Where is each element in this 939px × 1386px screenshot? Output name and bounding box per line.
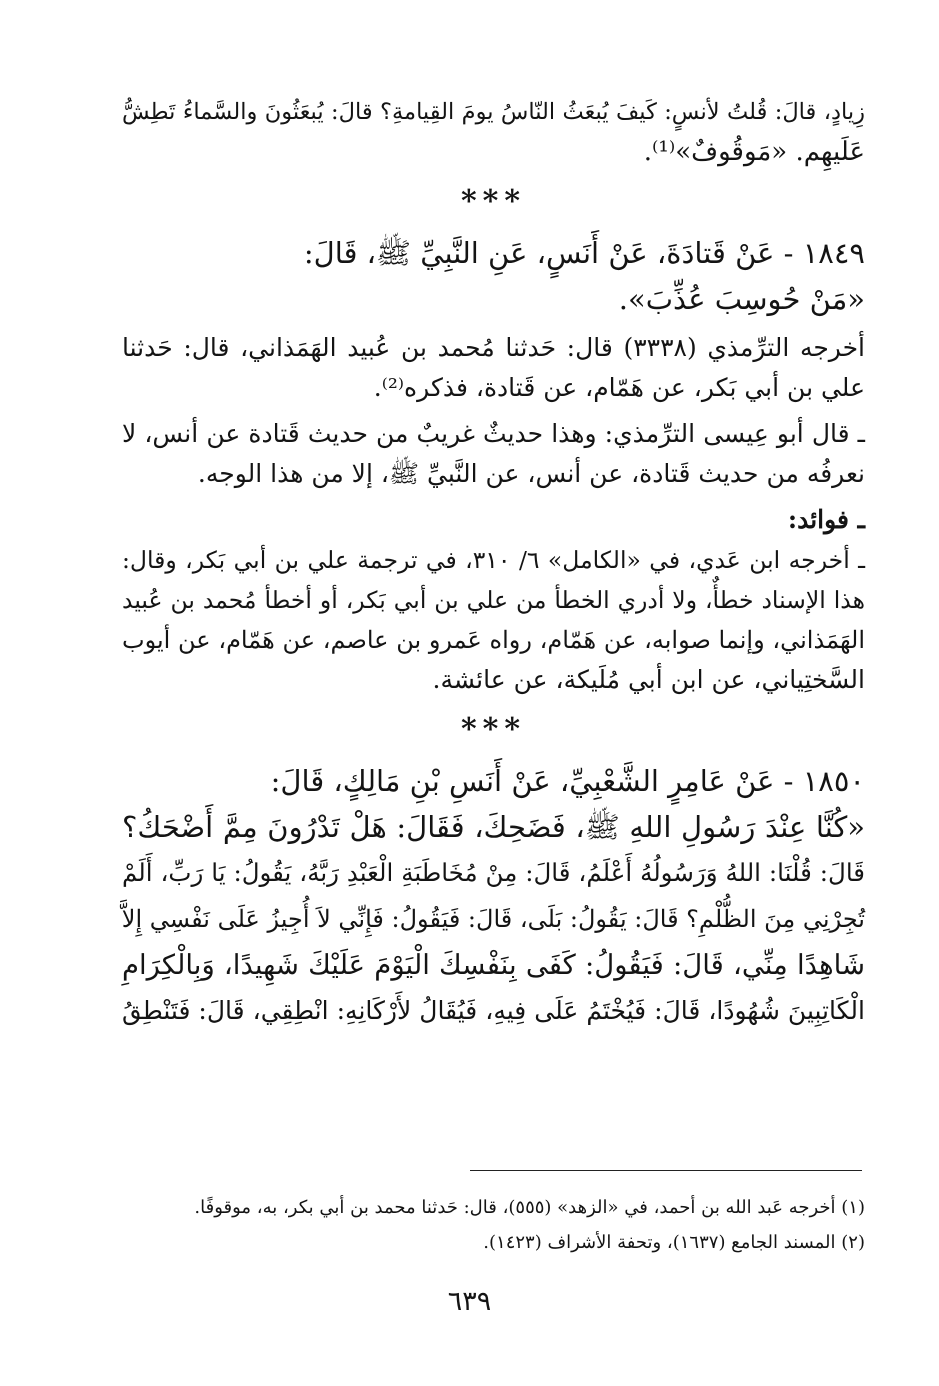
hadith-text-line: «كُنَّا عِنْدَ رَسُولِ اللهِ ﷺ، فَضَحِكَ، فَقَالَ: هَلْ تَدْرُونَ مِمَّ أَضْحَكُ؟	[122, 810, 866, 844]
benefits-line: ـ أخرجه ابن عَدي، في «الكامل» ٦/ ٣١٠، في ترجمة علي بن أبي بَكر، وقال:	[122, 546, 866, 574]
takhrij-line: أخرجه الترِّمذي (٣٣٣٨) قال: حَدثنا مُحمد بن عُبيد الهَمَذاني، قال: حَدثنا	[122, 333, 865, 362]
benefits-section	[122, 500, 865, 700]
footnote-1: (١) أخرجه عَبد الله بن أحمد، في «الزهد» (٥٥٥)، قال: حَدثنا محمد بن أبي بكر، به، موقوفًا.	[194, 1197, 865, 1218]
comment-line: ـ قال أبو عِيسى الترِّمذي: وهذا حديثٌ غريبٌ من حديث قَتادة عن أنس، لا	[122, 419, 865, 448]
footnote-divider	[470, 1170, 862, 1171]
footnotes	[122, 1190, 865, 1260]
footnote-2: (٢) المسند الجامع (١٦٣٧)، وتحفة الأشراف (١٤٢٣).	[483, 1232, 865, 1253]
intro-line: زِيادٍ، قالَ: قُلتُ لأنسٍ: كَيفَ يُبعَثُ النّاسُ يومَ القِيامةِ؟ قالَ: يُبعَثُونَ والسَّماءُ تَطِشُّ	[122, 99, 865, 125]
hadith-heading: ١٨٤٩ - عَنْ قَتادَةَ، عَنْ أَنَسٍ، عَنِ النَّبِيِّ ﷺ، قَالَ:	[303, 236, 865, 270]
hadith-text: «مَنْ حُوسِبَ عُذِّبَ».	[618, 282, 865, 316]
takhrij-1849	[122, 328, 865, 408]
intro-line: عَلَيهِم. «مَوقُوفٌ»⁽¹⁾.	[643, 137, 865, 167]
benefits-heading: ـ فوائد:	[787, 505, 865, 534]
benefits-line: هذا الإسناد خطأٌ، ولا أدري الخطأ من علي بن أبي بَكر، أو أخطأ مُحمد بن عُبيد	[122, 586, 865, 614]
intro-paragraph	[122, 92, 865, 172]
hadith-heading: ١٨٥٠ - عَنْ عَامِرٍ الشَّعْبِيِّ، عَنْ أَنَسِ بْنِ مَالِكٍ، قَالَ:	[270, 764, 865, 798]
hadith-text-line: تُجِرْنِي مِنَ الظُّلْمِ؟ قَالَ: يَقُولُ: بَلَى، قَالَ: فَيَقُولُ: فَإِنِّي لاَ أُجِيزُ عَلَى نَفْسِي إِلاَّ	[121, 905, 865, 933]
hadith-1849	[122, 230, 865, 322]
page-number: ٦٣٩	[447, 1286, 492, 1317]
hadith-1850	[122, 758, 865, 1034]
takhrij-line: علي بن أبي بَكر، عن هَمّام، عن قَتادة، فذكره⁽²⁾.	[373, 373, 865, 402]
section-separator: ***	[460, 712, 527, 747]
section-separator: ***	[460, 184, 527, 219]
tirmidhi-comment	[122, 414, 865, 494]
benefits-line: الهَمَذاني، وإنما صوابه، عن هَمّام، رواه عَمرو بن عاصم، عن هَمّام، عن أيوب	[122, 626, 865, 654]
hadith-text-line: الْكَاتِبِينَ شُهُودًا، قَالَ: فَيُخْتَمُ عَلَى فِيهِ، فَيُقَالُ لأَرْكَانِهِ: انْطِقِي، قَالَ: فَتَنْطِقُ	[122, 996, 865, 1025]
hadith-text-line: قَالَ: قُلْنَا: اللهُ وَرَسُولُهُ أَعْلَمُ، قَالَ: مِنْ مُخَاطَبَةِ الْعَبْدِ رَبَّهُ، يَقُولُ: يَا رَبِّ، أَلَمْ	[122, 858, 865, 887]
comment-line: نعرفُه من حديث قَتادة، عن أنس، عن النَّبيِّ ﷺ، إلا من هذا الوجه.	[197, 459, 865, 488]
hadith-text-line: شَاهِدًا مِنِّي، قَالَ: فَيَقُولُ: كَفَى بِنَفْسِكَ الْيَوْمَ عَلَيْكَ شَهِيدًا، وَبِالْكِرَامِ	[122, 949, 865, 981]
benefits-line: السَّختِياني، عن ابن أبي مُلَيكة، عن عائشة.	[432, 665, 865, 694]
